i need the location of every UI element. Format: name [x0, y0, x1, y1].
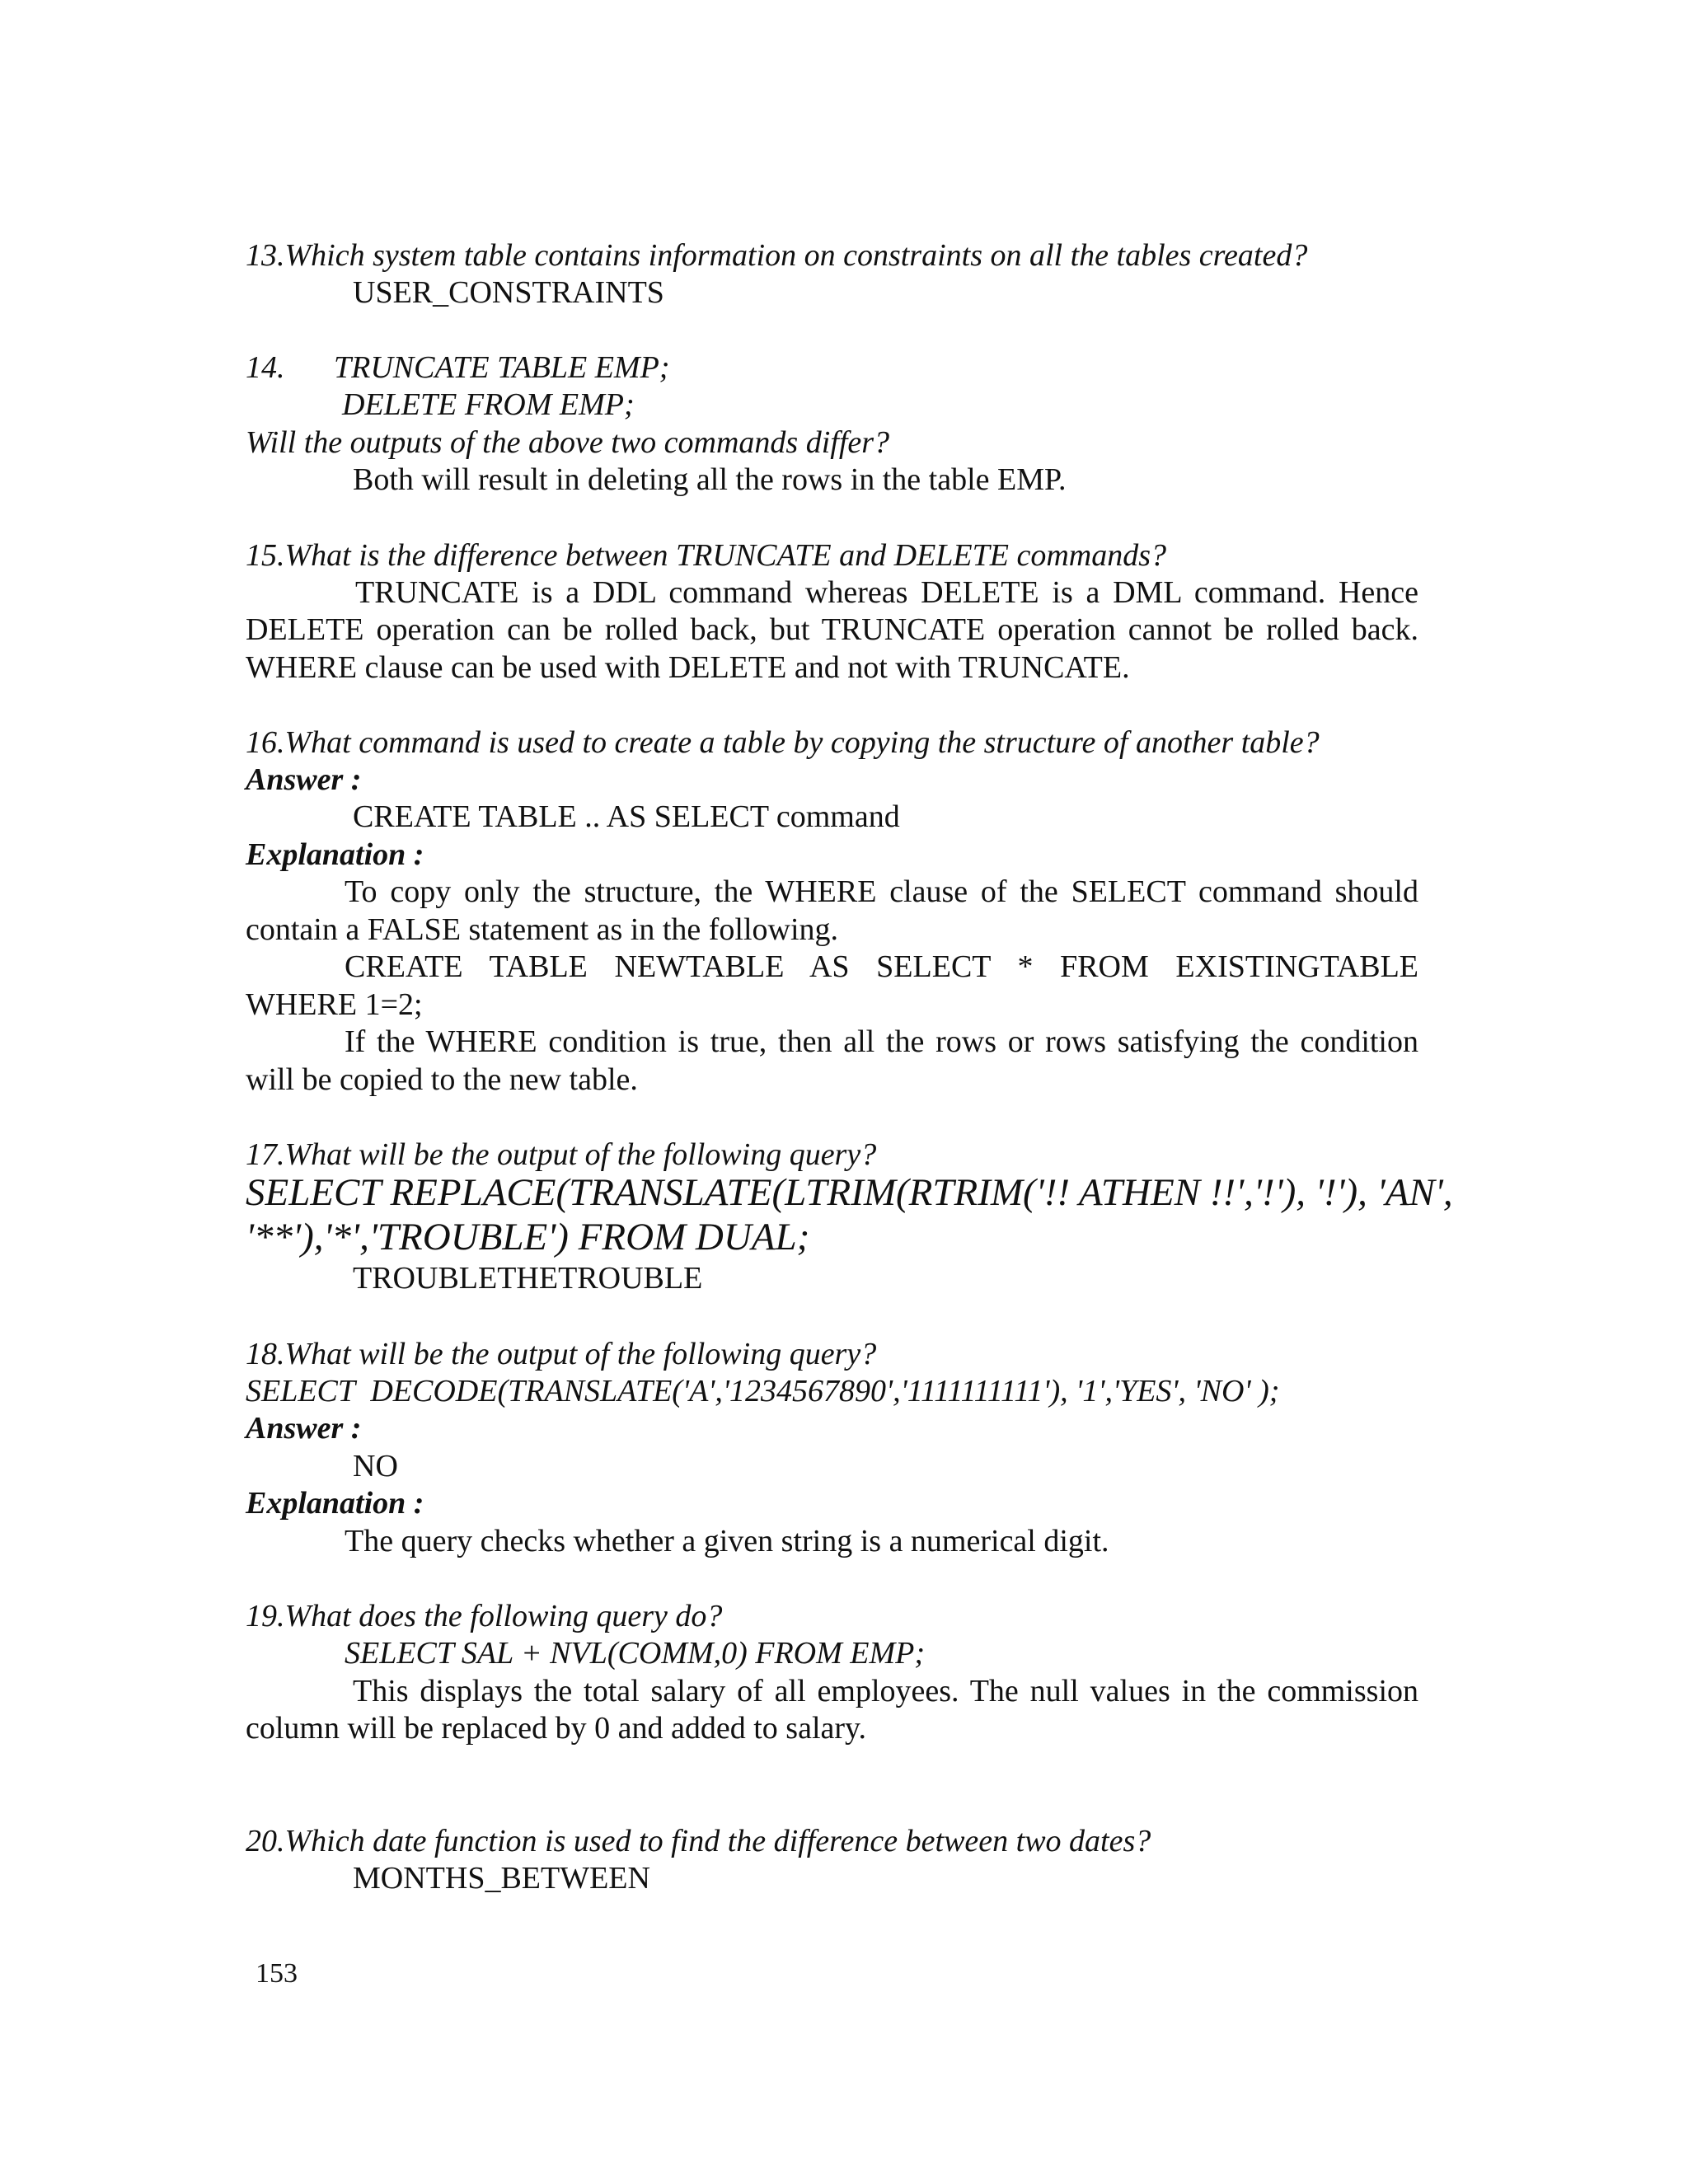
answer-15-line-1: TRUNCATE is a DDL command whereas DELETE is a DML command. Hence: [355, 575, 1418, 610]
explanation-16-line-2: contain a FALSE statement as in the following.: [246, 912, 839, 947]
question-14-command-1: TRUNCATE TABLE EMP;: [334, 350, 670, 385]
explanation-label-18: Explanation :: [246, 1486, 424, 1521]
answer-13: USER_CONSTRAINTS: [353, 275, 664, 310]
question-14-number: 14.: [246, 350, 285, 385]
question-19: 19.What does the following query do?: [246, 1599, 723, 1633]
answer-19-line-1: This displays the total salary of all employees. The null values in the commission: [353, 1674, 1418, 1708]
explanation-16-line-4: WHERE 1=2;: [246, 987, 423, 1022]
explanation-18: The query checks whether a given string is a numerical digit.: [345, 1524, 1109, 1558]
answer-16: CREATE TABLE .. AS SELECT command: [353, 799, 900, 834]
question-13: 13.Which system table contains information on constraints on all the tables created?: [246, 238, 1308, 273]
explanation-label-16: Explanation :: [246, 837, 424, 872]
answer-label-18: Answer :: [246, 1411, 362, 1446]
explanation-16-line-5: If the WHERE condition is true, then all the rows or rows satisfying the condition: [345, 1024, 1418, 1059]
answer-14: Both will result in deleting all the rows in the table EMP.: [353, 462, 1067, 497]
answer-15-line-3: WHERE clause can be used with DELETE and not with TRUNCATE.: [246, 650, 1130, 685]
question-15: 15.What is the difference between TRUNCATE and DELETE commands?: [246, 538, 1167, 573]
explanation-16-line-1: To copy only the structure, the WHERE clause of the SELECT command should: [345, 874, 1418, 909]
answer-18: NO: [353, 1449, 398, 1483]
page-number: 153: [256, 1958, 298, 1989]
explanation-16-line-6: will be copied to the new table.: [246, 1062, 638, 1097]
answer-19-line-2: column will be replaced by 0 and added to salary.: [246, 1711, 867, 1746]
question-20: 20.Which date function is used to find the difference between two dates?: [246, 1824, 1151, 1858]
answer-15-line-2: DELETE operation can be rolled back, but TRUNCATE operation cannot be rolled back.: [246, 612, 1418, 647]
answer-20: MONTHS_BETWEEN: [353, 1861, 650, 1896]
query-19: SELECT SAL + NVL(COMM,0) FROM EMP;: [345, 1636, 926, 1671]
question-17: 17.What will be the output of the following query?: [246, 1137, 877, 1172]
query-17-line-2: '**'),'*','TROUBLE') FROM DUAL;: [246, 1216, 810, 1258]
explanation-16-line-3: CREATE TABLE NEWTABLE AS SELECT * FROM EXISTINGTABLE: [345, 949, 1418, 984]
query-17-line-1: SELECT REPLACE(TRANSLATE(LTRIM(RTRIM('!! ATHEN !!','!'), '!'), 'AN',: [246, 1171, 1453, 1214]
question-14-command-2: DELETE FROM EMP;: [342, 387, 635, 422]
answer-label-16: Answer :: [246, 762, 362, 797]
question-14: Will the outputs of the above two commands differ?: [246, 425, 890, 460]
query-18: SELECT DECODE(TRANSLATE('A','1234567890','1111111111'), '1','YES', 'NO' );: [246, 1374, 1280, 1408]
question-16: 16.What command is used to create a table by copying the structure of another table?: [246, 725, 1320, 760]
question-18: 18.What will be the output of the following query?: [246, 1337, 877, 1371]
answer-17: TROUBLETHETROUBLE: [353, 1261, 703, 1296]
